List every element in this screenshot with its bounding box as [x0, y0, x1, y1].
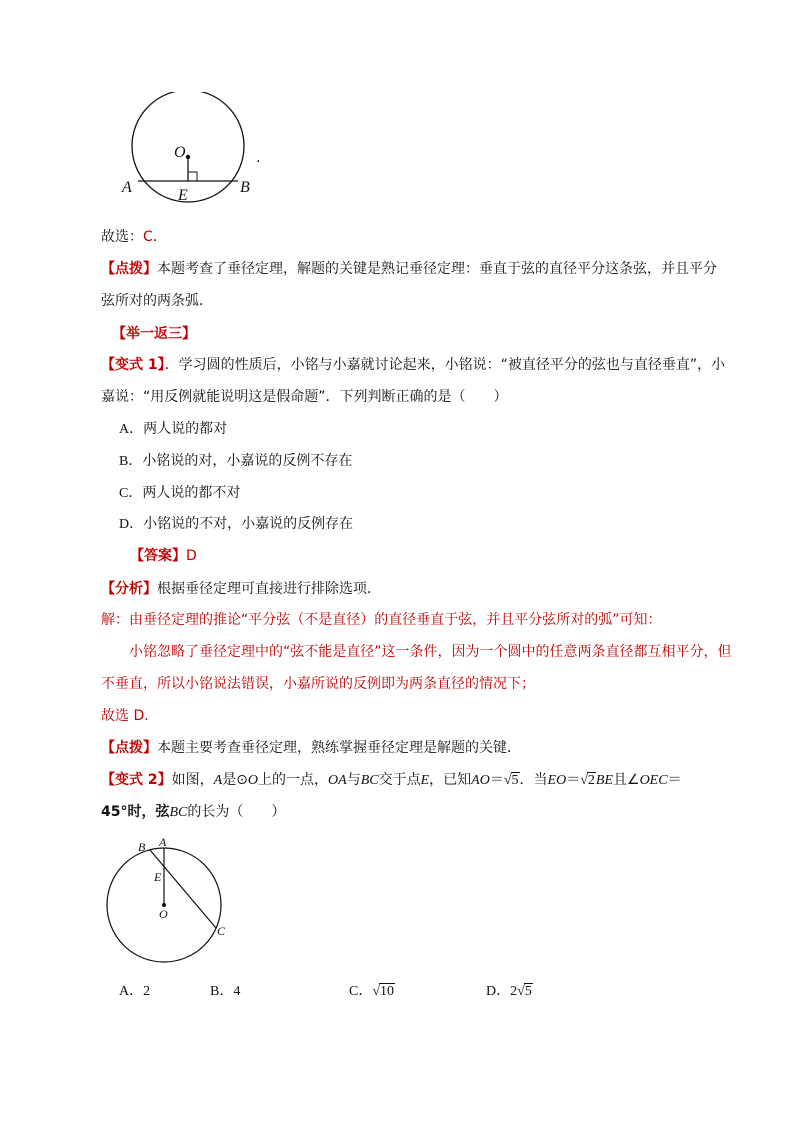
option-letter: C． [119, 486, 143, 501]
variant1-answer [130, 546, 197, 566]
answer-value: D [186, 548, 197, 564]
radicand-5: 5 [524, 984, 532, 999]
variant2-text: ＝ [489, 772, 504, 788]
option-letter: B． [119, 454, 143, 469]
var-e: E [420, 773, 430, 788]
radicand-2: 2 [587, 773, 595, 788]
figure-1-circle [132, 92, 244, 202]
variant1-option-a [119, 419, 227, 440]
option-text: 两人说的都不对 [142, 485, 241, 501]
guxuan-line [101, 227, 157, 247]
label-e: E [178, 187, 188, 204]
variant1-option-d [119, 514, 353, 535]
guxuan-prefix: 故选： [101, 229, 143, 245]
dianbo-line-2: 弦所对的两条弧． [101, 293, 213, 309]
var-o: O [247, 773, 259, 788]
option-letter: B． [210, 984, 234, 999]
label-o: O [159, 907, 168, 921]
variant2-text: 上的一点， [258, 772, 329, 788]
answer-tag: 【答案】 [130, 548, 186, 564]
variant1-question-1: ．学习圆的性质后，小铭与小嘉就讨论起来，小铭说：“被直径平分的弦也与直径垂直”，小 [164, 357, 726, 373]
fenxi-text: 根据垂径定理可直接进行排除选项． [157, 581, 381, 597]
figure-1-period: . [256, 150, 261, 166]
option-letter: D． [486, 984, 511, 999]
variant1-analysis [101, 579, 381, 599]
radicand-5: 5 [511, 773, 519, 788]
var-be: BE [595, 773, 613, 788]
fenxi-tag: 【分析】 [101, 581, 157, 597]
option-text: 小铭说的不对，小嘉说的反例存在 [143, 516, 354, 532]
variant2-text: ．当 [519, 772, 548, 788]
var-ao: AO [471, 773, 490, 788]
variant2-text: 45°时，弦 [101, 804, 170, 820]
variant2-text: ，已知 [429, 772, 472, 788]
dianbo-tag: 【点拨】 [101, 261, 157, 277]
var-bc: BC [169, 805, 188, 820]
label-a: A [159, 835, 167, 849]
figure-1-circle-diagram [118, 92, 278, 212]
variant1-tag: 【变式 1】 [101, 357, 165, 373]
dianbo-line-1 [101, 259, 717, 279]
variant1-solution-intro: 解：由垂径定理的推论“平分弦（不是直径）的直径垂直于弦，并且平分弦所对的弧”可知： [101, 612, 662, 628]
dianbo-text-1: 本题考查了垂径定理，解题的关键是熟记垂径定理：垂直于弦的直径平分这条弦，并且平分 [157, 261, 717, 277]
label-c: C [217, 924, 226, 938]
variant2-line-2 [101, 802, 285, 823]
dianbo-text: 本题主要考查垂径定理，熟练掌握垂径定理是解题的关键． [157, 740, 521, 756]
option-letter: A． [119, 984, 144, 999]
variant2-text: 的长为（ ） [187, 804, 286, 820]
label-o: O [174, 144, 186, 161]
guxuan-end: . [152, 229, 158, 245]
label-b: B [240, 179, 250, 196]
variant2-text: ＝ [667, 772, 682, 788]
variant1-para-line-1: 小铭忽略了垂径定理中的“弦不能是直径”这一条件，因为一个圆中的任意两条直径都互相平分，但 [129, 644, 732, 660]
sqrt-symbol: √ [517, 984, 525, 999]
variant2-text: 且∠ [613, 772, 640, 788]
variant2-text: 与 [346, 772, 361, 788]
variant2-text: 交于点 [378, 772, 421, 788]
variant2-option-d [486, 981, 533, 1002]
right-angle-mark [188, 172, 197, 181]
figure-2-circle-diagram [100, 830, 240, 970]
dianbo-tag: 【点拨】 [101, 740, 157, 756]
sqrt-symbol: √ [580, 773, 588, 788]
variant1-option-c [119, 483, 240, 504]
option-value: 2 [143, 984, 151, 999]
variant2-text: 如图， [171, 772, 214, 788]
label-e: E [154, 870, 162, 884]
label-a: A [122, 179, 132, 196]
coefficient: 2 [510, 984, 518, 999]
option-value: 4 [233, 984, 241, 999]
center-point-o [186, 155, 190, 159]
variant2-tag: 【变式 2】 [101, 772, 172, 788]
variant2-option-b [210, 981, 240, 1002]
variant1-dianbo [101, 738, 521, 758]
var-a: A [213, 773, 223, 788]
variant1-option-b [119, 451, 352, 472]
var-oec: OEC [639, 773, 668, 788]
option-text: 小铭说的对，小嘉说的反例不存在 [142, 453, 353, 469]
section-heading: 【举一返三】 [112, 326, 196, 342]
option-text: 两人说的都对 [143, 421, 228, 437]
var-oa: OA [328, 773, 347, 788]
variant2-text: 是⊙ [222, 772, 248, 788]
variant2-text: ＝ [566, 772, 581, 788]
variant1-line-1 [101, 355, 725, 375]
variant1-line-2: 嘉说：“用反例就能说明这是假命题”．下列判断正确的是（ ） [101, 389, 508, 405]
variant2-option-a [119, 981, 150, 1002]
variant1-guxuan: 故选 D． [101, 708, 159, 724]
var-eo: EO [547, 773, 567, 788]
option-letter: C． [349, 984, 373, 999]
option-letter: A． [119, 422, 144, 437]
variant2-option-c [349, 981, 395, 1002]
sqrt-symbol: √ [372, 984, 381, 999]
radicand-10: 10 [380, 984, 395, 999]
label-b: B [138, 840, 146, 854]
sqrt-symbol: √ [503, 773, 512, 788]
variant1-para-line-2: 不垂直，所以小铭说法错误，小嘉所说的反例即为两条直径的情况下； [101, 676, 535, 692]
var-bc: BC [360, 773, 379, 788]
guxuan-answer: C [143, 229, 153, 245]
option-letter: D． [119, 517, 144, 532]
variant2-line-1 [101, 770, 682, 791]
